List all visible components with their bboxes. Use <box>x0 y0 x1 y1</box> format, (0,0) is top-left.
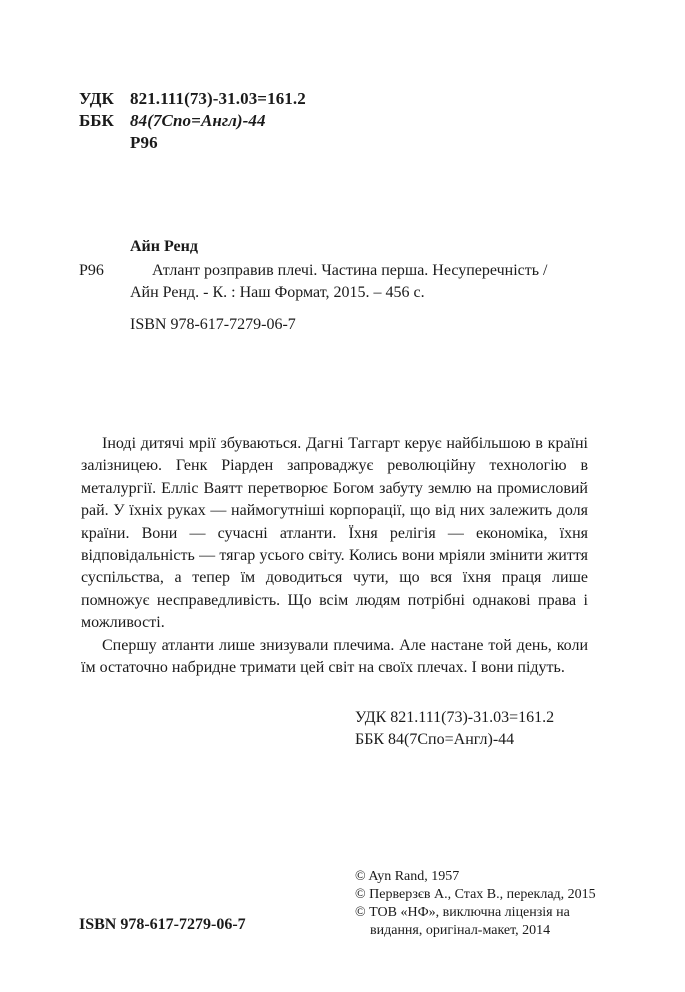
record-publication-line: Айн Ренд. - К. : Наш Формат, 2015. – 456 с. <box>130 284 425 301</box>
secondary-bbk: ББК 84(7Спо=Англ)-44 <box>355 731 515 748</box>
copyright-line-2: © Перверзєв А., Стах В., переклад, 2015 <box>355 887 596 902</box>
annotation-paragraph-2: Спершу атланти лише знизували плечима. Але настане той день, коли їм остаточно набридне тримати цей світ на своїх плечах. І вони підуть. <box>81 636 588 677</box>
record-title-line: Атлант розправив плечі. Частина перша. Несуперечність / <box>152 262 548 279</box>
copyright-line-3: © ТОВ «НФ», виключна ліцензія на <box>355 905 570 920</box>
isbn-bottom: ISBN 978-617-7279-06-7 <box>79 916 246 933</box>
record-mark: Р96 <box>79 262 104 279</box>
bbk-value: 84(7Спо=Англ)-44 <box>130 111 266 130</box>
classification-secondary <box>355 708 554 750</box>
record-isbn: ISBN 978-617-7279-06-7 <box>130 316 296 333</box>
copyright-line-4: видання, оригінал-макет, 2014 <box>370 923 551 938</box>
copyright-block <box>355 868 596 940</box>
udk-label: УДК <box>79 89 114 108</box>
bbk-label: ББК <box>79 111 114 130</box>
author-mark: Р96 <box>130 133 158 152</box>
udk-value: 821.111(73)-31.03=161.2 <box>130 89 306 108</box>
annotation <box>81 433 588 679</box>
record-author: Айн Ренд <box>130 238 198 255</box>
secondary-udk: УДК 821.111(73)-31.03=161.2 <box>355 709 555 726</box>
annotation-paragraph-1: Іноді дитячі мрії збуваються. Дагні Таггарт керує найбільшою в країні залізницею. Генк Ріарден запроваджує революційну технологію в металургії. Елліс Ваятт перетворює Богом забуту землю на промисловий рай. У їхніх руках — наймогутніші корпорації, що від них залежить доля країни. Вони — сучасні атланти. Їхня релігія — економіка, їхня відповідальність — тягар усього світу. Колись вони мріяли змінити життя суспільства, а тепер їм доводиться чути, що вся їхня праця лише помножує несправедливість. Що всім людям потрібні однакові права і можливості. <box>81 435 588 632</box>
copyright-line-1: © Ayn Rand, 1957 <box>355 869 460 884</box>
